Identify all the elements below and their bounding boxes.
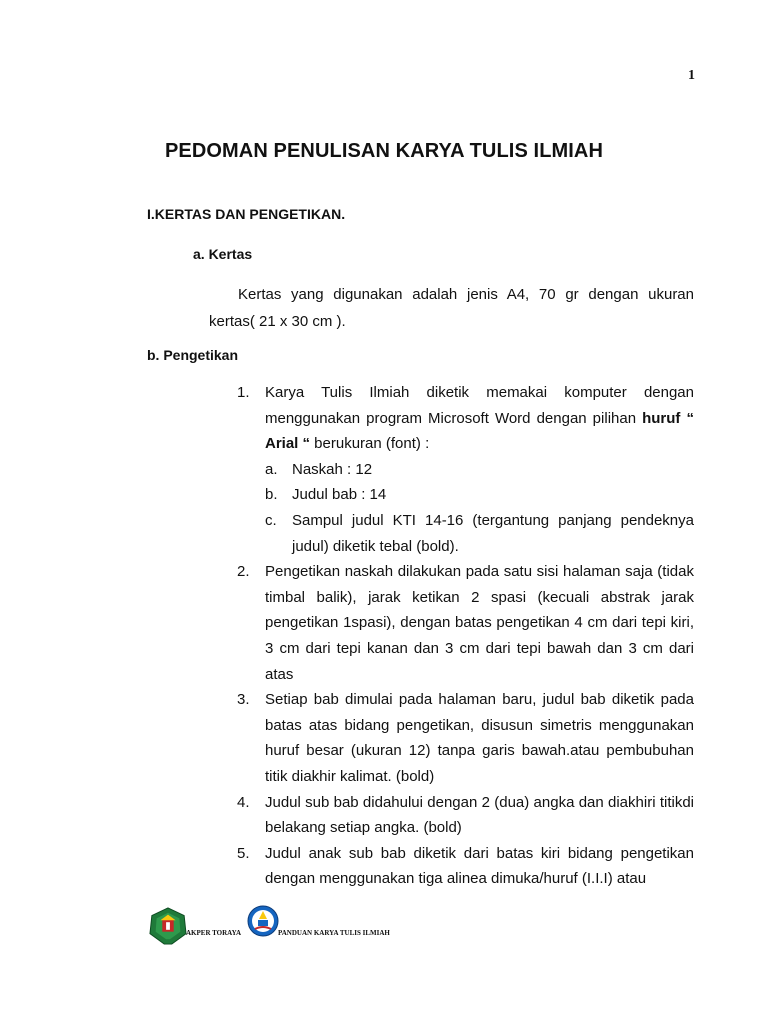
list-item: [237, 841, 694, 892]
sub-item-text: Judul bab : 14: [292, 486, 387, 504]
sub-item-letter: a.: [265, 460, 278, 478]
pengetikan-list: [237, 380, 694, 892]
list-item: [237, 559, 694, 687]
list-item-number: 1.: [237, 384, 250, 401]
list-item: [237, 380, 694, 559]
sub-list-item: [265, 457, 694, 483]
font-size-sublist: [265, 457, 694, 559]
list-item-number: 5.: [237, 844, 250, 862]
sub-list-item: [265, 482, 694, 508]
footer-institution-name: AKPER TORAYA: [186, 929, 242, 937]
subsection-a-heading: a. Kertas: [193, 246, 253, 262]
list-item-text: Judul sub bab didahului dengan 2 (dua) angka dan diakhiri titikdi belakang setiap angka. (bold): [265, 793, 694, 837]
list-item-text: Karya Tulis Ilmiah diketik memakai komputer dengan menggunakan program Microsoft Word dengan pilihan: [265, 384, 694, 427]
sub-item-text: Sampul judul KTI 14-16 (tergantung panjang pendeknya judul) diketik tebal (bold).: [292, 511, 694, 555]
list-item-text-after: berukuran (font) :: [310, 435, 430, 453]
section-heading: I.KERTAS DAN PENGETIKAN.: [147, 206, 346, 222]
list-item: [237, 790, 694, 841]
sub-list-item: [265, 508, 694, 559]
sub-item-letter: b.: [265, 486, 278, 504]
list-item-text: Judul anak sub bab diketik dari batas kiri bidang pengetikan dengan menggunakan tiga alinea dimuka/huruf (I.I.I) atau: [265, 844, 694, 888]
subsection-b-heading: b. Pengetikan: [147, 347, 239, 363]
list-item-number: 3.: [237, 691, 250, 709]
list-item: [237, 687, 694, 789]
list-item-number: 2.: [237, 563, 250, 581]
sub-item-letter: c.: [265, 511, 277, 529]
list-item-bold-text: huruf “ Arial “: [265, 409, 694, 453]
akper-toraya-logo-icon: [149, 907, 187, 945]
sub-item-text: Naskah : 12: [292, 460, 373, 478]
list-item-text: Pengetikan naskah dilakukan pada satu sisi halaman saja (tidak timbal balik), jarak ketikan 2 spasi (kecuali abstrak jarak pengetikan 1spasi), dengan batas pengetikan 4 cm dari tepi kiri, 3 cm dari tepi kanan dan 3 cm dari tepi bawah dan 3 cm dari atas: [265, 563, 694, 683]
document-title: PEDOMAN PENULISAN KARYA TULIS ILMIAH: [164, 140, 604, 162]
page-footer: [149, 905, 449, 945]
footer-document-name: PANDUAN KARYA TULIS ILMIAH: [278, 929, 390, 937]
list-item-number: 4.: [237, 793, 250, 811]
list-item-text: Setiap bab dimulai pada halaman baru, judul bab diketik pada batas atas bidang pengetikan, disusun simetris menggunakan huruf besar (ukuran 12) tanpa garis bawah.atau pembubuhan titik diakhir kalimat. (bold): [265, 691, 694, 785]
tut-wuri-handayani-logo-icon: [247, 905, 279, 937]
kertas-paragraph: Kertas yang digunakan adalah jenis A4, 70 gr dengan ukuran kertas( 21 x 30 cm ).: [209, 286, 694, 330]
page-number: 1: [688, 68, 695, 83]
